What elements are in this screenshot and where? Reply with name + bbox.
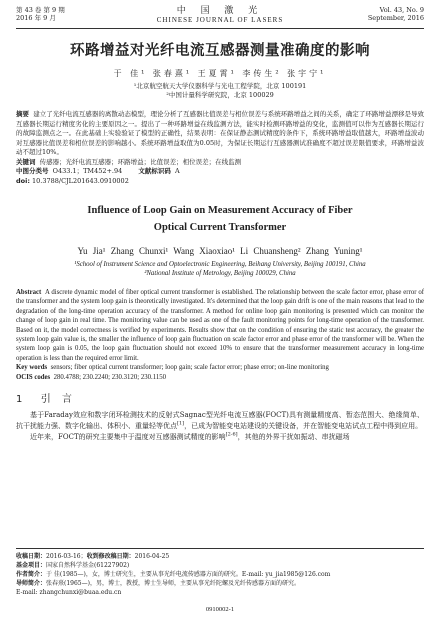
affiliation-en-2: ²National Institute of Metrology, Beijing 100029, China [144, 270, 296, 277]
paper-title-cn: 环路增益对光纤电流互感器测量准确度的影响 [70, 43, 370, 59]
page-number: 0910002-1 [205, 606, 235, 613]
footnote-author: 作者简介：于 佳(1985—)，女，博士研究生，主要从事光纤电流传感器方面的研究。E-mail: yu_jia1985@126.com [16, 571, 331, 578]
affiliation-cn-2: ²中国计量科学研究院，北京 100029 [166, 91, 274, 99]
classification-cn: 中图分类号 O433.1；TM452+.94 文献标识码 A [16, 167, 180, 175]
authors-cn: 于 佳¹ 张春熹¹ 王夏霄¹ 李传生² 张宇宁¹ [113, 69, 327, 78]
footnote-block [16, 548, 424, 597]
footnote-email: E-mail: zhangchunxi@buaa.edu.cn [16, 589, 122, 596]
footnote-dates: 收稿日期：2016-03-16；收到修改稿日期：2016-04-25 [16, 553, 170, 560]
abstract-cn [16, 110, 424, 158]
ocis-codes: OCIS codes 280.4788; 230.2240; 230.3120; 230.1150 [16, 373, 167, 381]
affiliation-cn-1: ¹北京航空航天大学仪器科学与光电工程学院，北京 100191 [133, 82, 307, 90]
header-journal-name: 中 国 激 光 CHINESE JOURNAL OF LASERS [156, 6, 284, 24]
affiliation-en-1: ¹School of Instrument Science and Optoelectronic Engineering, Beihang University, Beijing 100191, China [74, 261, 366, 268]
header-volume-cn: 第 43 卷 第 9 期 2016 年 9 月 [16, 6, 65, 22]
abstract-cn-label: 摘要 [16, 110, 30, 118]
doi-line: doi: 10.3788/CJL201643.0910002 [16, 176, 129, 185]
keywords-cn: 关键词 传感器；光纤电流互感器；环路增益；比值误差；相位误差；在线监测 [16, 157, 242, 166]
header-volume-en: Vol. 43, No. 9 September, 2016 [367, 6, 424, 22]
keywords-en: Key words sensors; fiber optical current transformer; loop gain; scale factor error; phase error; on-line monitoring [16, 364, 329, 372]
doi-link[interactable]: 10.3788/CJL201643.0910002 [32, 176, 129, 185]
footnote-advisor: 导师简介：张春熹(1965—)，男，博士，教授，博士生导师，主要从事光纤陀螺及光纤传感器方面的研究。 [16, 580, 300, 587]
abstract-cn-text: 建立了光纤电流互感器的离散动态模型，理论分析了互感器比值误差与相位误差与系统环路增益之间的关系，确定了环路增益漂移是导致互感器长期运行精度劣化的主要原因之一。提出了一种环路增益在线监测方法，能实时检测环路增益的变化，监测值可以作为互感器长期运行的故障监测点之一。在此基础上实验验证了模型的正确性，结果表明：在保证静态测试精度的条件下，系统环路增益取值越大，环路增益波动对互感器比值误差和相位误差的影响越小。系统环路增益取值为0.05时，为保证长期运行互感器测试准确度不超过误差限值要求，环路增益波动不超过10%。 [16, 110, 425, 156]
paper-title-en: Influence of Loop Gain on Measurement Accuracy of Fiber Optical Current Transformer [87, 205, 353, 233]
intro-paragraph-1: 基于Faraday效应和数字闭环检测技术的反射式Sagnac型光纤电流互感器(FOCT)具有测量精度高、暂态范围大、绝缘简单、抗干扰能力强、数字化输出、体积小、重量轻等优点[1]，已成为智能变电站建设的关键设备，并在智能变电站试点工程中得到应用。 [16, 411, 424, 431]
section-heading-intro: 1 引 言 [16, 394, 76, 406]
footnote-fund: 基金项目：国家自然科学基金(61227902) [16, 562, 130, 569]
running-header [16, 6, 424, 28]
intro-paragraph-2: 近年来，FOCT的研究主要集中于温度对互感器测试精度的影响[2-6]，其他的外界干扰如振动、串扰磁场 [30, 431, 350, 442]
abstract-en-text: A discrete dynamic model of fiber optical current transformer is established. The relationship between the scale factor error, phase error of the transformer and the system loop gain is theoretically investigated. It's determined that the loop gain drift is one of the main reasons that lead to the degradation of the long-time operation accuracy of the transformer. A method for online loop gain monitoring is presented which can monitor the change of loop gain in real time. The monitoring value can be used as one of the fault monitoring points for long-time operation of the transformer. Based on it, the model correctness is verified by experiments. Results show that on the condition of ensuring the static test accuracy, the greater the system loop gain value is, the smaller the influence of loop gain fluctuation on scale factor error and phase error of the transformer will be. When the system loop gain is 0.05, the loop gain fluctuation should not exceed 10% to ensure that the transformer measurement accuracy in long-time operation is less than the required error limit. [16, 289, 424, 362]
citation-ref[interactable]: [2-6] [225, 431, 238, 438]
abstract-en [16, 288, 424, 363]
header-rule [16, 28, 424, 29]
authors-en: Yu Jia¹ Zhang Chunxi¹ Wang Xiaoxiao¹ Li Chuansheng² Zhang Yuning¹ [77, 246, 363, 256]
citation-ref[interactable]: [1] [177, 420, 185, 427]
abstract-en-label: Abstract [16, 289, 42, 296]
